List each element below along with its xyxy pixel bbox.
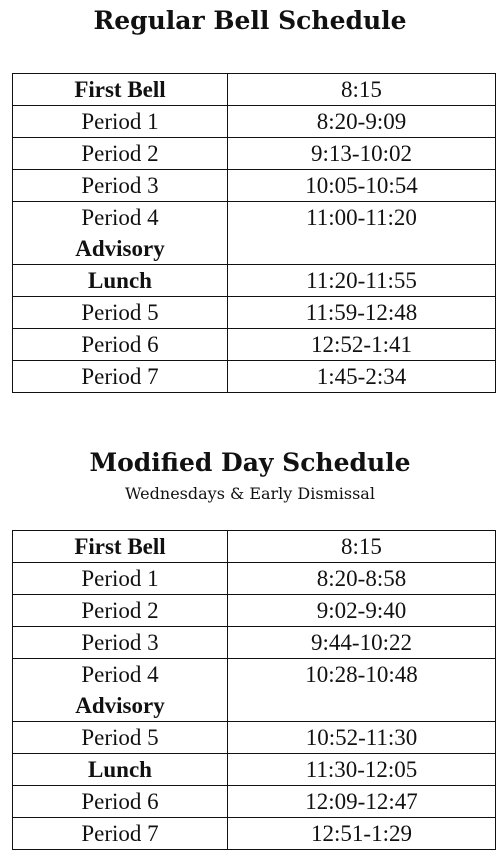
schedule-row-label-cell [13, 627, 228, 659]
schedule-row-label: Period 7 [81, 821, 159, 846]
schedule-row-label: Period 1 [81, 566, 159, 591]
schedule-row-label-cell [13, 170, 228, 202]
schedule-row-label-cell [13, 361, 228, 393]
schedule-row [13, 297, 496, 329]
schedule-row-label: Period 2 [81, 141, 159, 166]
schedule-row-time: 10:52-11:30 [228, 722, 496, 754]
schedule-row [13, 786, 496, 818]
schedule-row-time: 12:09-12:47 [228, 786, 496, 818]
schedule-row-time: 11:00-11:20 [228, 202, 496, 265]
schedule-row [13, 202, 496, 265]
schedule-row-time: 12:52-1:41 [228, 329, 496, 361]
schedule-row-label-cell [13, 595, 228, 627]
schedule-row-label-cell [13, 265, 228, 297]
modified-schedule-table [12, 530, 496, 850]
schedule-row [13, 329, 496, 361]
schedule-row-time: 10:28-10:48 [228, 659, 496, 722]
schedule-row-label-cell [13, 563, 228, 595]
schedule-row-label: Lunch [88, 757, 152, 782]
schedule-row-label: Period 6 [81, 789, 159, 814]
schedule-row [13, 563, 496, 595]
schedule-row-time: 9:44-10:22 [228, 627, 496, 659]
schedule-row-time: 1:45-2:34 [228, 361, 496, 393]
schedule-row-sublabel: Advisory [75, 236, 165, 261]
schedule-row-label: Period 1 [81, 109, 159, 134]
regular-schedule-table [12, 73, 496, 393]
schedule-row-label: Period 3 [81, 173, 159, 198]
schedule-row [13, 74, 496, 106]
schedule-row [13, 531, 496, 563]
schedule-row [13, 659, 496, 722]
schedule-row-label: Period 7 [81, 364, 159, 389]
schedule-row-label: Period 4 [81, 205, 159, 230]
schedule-row [13, 138, 496, 170]
schedule-row [13, 265, 496, 297]
schedule-row-time: 12:51-1:29 [228, 818, 496, 850]
schedule-row-label-cell [13, 74, 228, 106]
schedule-row-time: 8:15 [228, 531, 496, 563]
schedule-row-label: Period 6 [81, 332, 159, 357]
schedule-row-time: 11:30-12:05 [228, 754, 496, 786]
schedule-row-label-cell [13, 818, 228, 850]
schedule-row-time: 11:59-12:48 [228, 297, 496, 329]
schedule-row-label-cell [13, 786, 228, 818]
schedule-row-time: 8:15 [228, 74, 496, 106]
schedule-row-label-cell [13, 138, 228, 170]
schedule-row-label: Period 2 [81, 598, 159, 623]
modified-schedule-subtitle: Wednesdays & Early Dismissal [125, 484, 375, 503]
schedule-row-time: 9:13-10:02 [228, 138, 496, 170]
schedule-row-label-cell [13, 202, 228, 265]
schedule-row-sublabel: Advisory [75, 693, 165, 718]
schedule-row-label: Period 3 [81, 630, 159, 655]
schedule-row-label-cell [13, 722, 228, 754]
schedule-row-label: Period 5 [81, 725, 159, 750]
schedule-row-time: 11:20-11:55 [228, 265, 496, 297]
schedule-row [13, 627, 496, 659]
schedule-row-label: Period 4 [81, 662, 159, 687]
schedule-row [13, 361, 496, 393]
schedule-row-label: First Bell [74, 534, 166, 559]
schedule-row [13, 170, 496, 202]
schedule-row [13, 818, 496, 850]
schedule-row-label-cell [13, 297, 228, 329]
schedule-row-time: 10:05-10:54 [228, 170, 496, 202]
schedule-row-label: Lunch [88, 268, 152, 293]
schedule-row [13, 106, 496, 138]
schedule-row-time: 8:20-8:58 [228, 563, 496, 595]
schedule-row [13, 722, 496, 754]
schedule-row [13, 595, 496, 627]
regular-schedule-title: Regular Bell Schedule [93, 6, 407, 35]
schedule-row-time: 8:20-9:09 [228, 106, 496, 138]
schedule-row-label-cell [13, 659, 228, 722]
schedule-row-label: First Bell [74, 77, 166, 102]
modified-schedule-title: Modified Day Schedule [89, 448, 411, 477]
schedule-row-label: Period 5 [81, 300, 159, 325]
schedule-row-time: 9:02-9:40 [228, 595, 496, 627]
schedule-row-label-cell [13, 531, 228, 563]
schedule-row-label-cell [13, 329, 228, 361]
schedule-row-label-cell [13, 106, 228, 138]
schedule-row [13, 754, 496, 786]
schedule-row-label-cell [13, 754, 228, 786]
